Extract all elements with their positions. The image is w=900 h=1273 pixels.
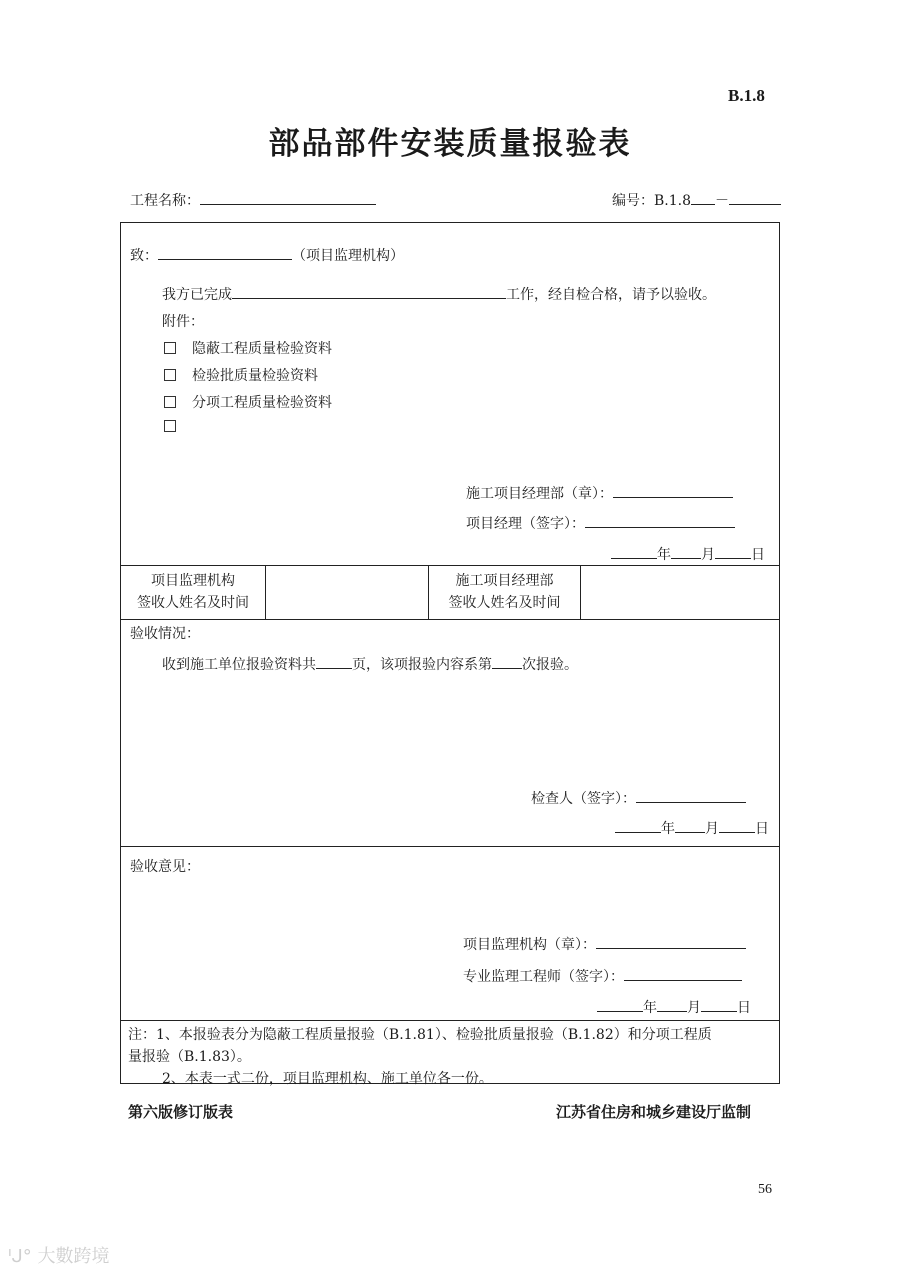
form-number-row [612, 190, 781, 210]
inspector-sign-row [531, 788, 746, 808]
cell-text: 签收人姓名及时间 [137, 595, 249, 611]
project-name-field[interactable] [200, 190, 376, 205]
year-label: 年 [657, 547, 671, 563]
inspection-form [120, 222, 780, 1087]
submission-count-field[interactable] [492, 654, 522, 669]
attachment-label: 分项工程质量检验资料 [192, 395, 332, 411]
project-name-label: 工程名称： [130, 193, 200, 209]
month-label: 月 [705, 821, 719, 837]
to-field[interactable] [158, 245, 292, 260]
date-row [615, 818, 769, 838]
to-label: 致： [130, 248, 158, 264]
inspector-sign-label: 检查人（签字）： [531, 791, 636, 807]
year-label: 年 [643, 1000, 657, 1016]
acceptance-status-label: 验收情况： [130, 626, 200, 642]
watermark-text: 大數跨境 [37, 1246, 110, 1267]
month-label: 月 [701, 547, 715, 563]
watermark-logo-icon: ᑊᒍ° [8, 1246, 32, 1267]
attachments-label: 附件： [162, 314, 204, 330]
divider [121, 846, 779, 847]
received-text-a: 收到施工单位报验资料共 [162, 657, 316, 673]
watermark [8, 1242, 110, 1268]
attachment-label: 隐蔽工程质量检验资料 [192, 341, 332, 357]
page-title: 部品部件安装质量报验表 [268, 126, 632, 162]
month-field[interactable] [671, 544, 701, 559]
checkbox-icon[interactable] [164, 420, 176, 432]
dept-seal-row [466, 483, 733, 503]
to-row [130, 245, 404, 265]
attachment-label: 检验批质量检验资料 [192, 368, 318, 384]
supervisor-seal-field[interactable] [596, 934, 746, 949]
completed-suffix: 工作，经自检合格，请予以验收。 [506, 287, 716, 303]
acceptance-opinion-label: 验收意见： [130, 859, 200, 875]
cell-text: 项目监理机构 [151, 573, 235, 589]
completed-row [162, 284, 716, 304]
month-label: 月 [687, 1000, 701, 1016]
month-field[interactable] [675, 818, 705, 833]
received-docs-row [162, 654, 578, 674]
day-label: 日 [737, 1000, 751, 1016]
note-line: 2、本表一式二份，项目监理机构、施工单位各一份。 [162, 1071, 493, 1087]
page-number: 56 [758, 1182, 772, 1197]
form-number-dash: － [715, 193, 730, 209]
day-field[interactable] [719, 818, 755, 833]
checkbox-icon[interactable] [164, 342, 176, 354]
form-code: B.1.8 [728, 86, 765, 105]
dept-seal-label: 施工项目经理部（章）： [466, 486, 613, 502]
manager-sign-row [466, 513, 735, 533]
inspector-sign-field[interactable] [636, 788, 746, 803]
day-label: 日 [751, 547, 765, 563]
attachment-item[interactable] [164, 419, 192, 435]
received-text-c: 次报验。 [522, 657, 578, 673]
attachment-item[interactable] [164, 365, 318, 385]
day-field[interactable] [701, 997, 737, 1012]
pages-field[interactable] [316, 654, 352, 669]
received-text-b: 页，该项报验内容系第 [352, 657, 492, 673]
form-number-field-2[interactable] [729, 190, 781, 205]
date-row [611, 544, 765, 564]
divider [121, 1020, 779, 1021]
month-field[interactable] [657, 997, 687, 1012]
checkbox-icon[interactable] [164, 369, 176, 381]
completed-prefix: 我方已完成 [162, 287, 232, 303]
year-field[interactable] [597, 997, 643, 1012]
manager-sign-label: 项目经理（签字）： [466, 516, 585, 532]
form-number-field-1[interactable] [691, 190, 715, 205]
attachment-item[interactable] [164, 338, 332, 358]
engineer-sign-field[interactable] [624, 966, 742, 981]
to-org-label: （项目监理机构） [292, 248, 404, 264]
checkbox-icon[interactable] [164, 396, 176, 408]
project-name-row [130, 190, 376, 210]
note-line: 量报验（B.1.83）。 [128, 1049, 251, 1065]
year-label: 年 [661, 821, 675, 837]
supervisor-seal-label: 项目监理机构（章）： [463, 937, 596, 953]
date-row [597, 997, 751, 1017]
year-field[interactable] [611, 544, 657, 559]
cell-text: 施工项目经理部 [455, 573, 554, 589]
completed-work-field[interactable] [232, 284, 506, 299]
dept-seal-field[interactable] [613, 483, 733, 498]
supervisor-receipt-field[interactable] [266, 566, 428, 618]
contractor-receipt-label [429, 570, 580, 614]
supervisor-seal-row [463, 934, 746, 954]
manager-sign-field[interactable] [585, 513, 735, 528]
engineer-sign-row [463, 966, 742, 986]
footer-edition: 第六版修订版表 [128, 1103, 234, 1121]
supervisor-receipt-label [121, 570, 265, 614]
day-field[interactable] [715, 544, 751, 559]
cell-text: 签收人姓名及时间 [448, 595, 561, 611]
form-number-label: 编号：B.1.8 [612, 193, 692, 209]
footer-issuer: 江苏省住房和城乡建设厅监制 [556, 1103, 752, 1121]
note-line: 注：1、本报验表分为隐蔽工程质量报验（B.1.81）、检验批质量报验（B.1.82）和分项工程质 [128, 1027, 712, 1043]
contractor-receipt-field[interactable] [581, 566, 779, 618]
day-label: 日 [755, 821, 769, 837]
engineer-sign-label: 专业监理工程师（签字）： [463, 969, 624, 985]
year-field[interactable] [615, 818, 661, 833]
divider [121, 619, 779, 620]
attachment-item[interactable] [164, 392, 332, 412]
